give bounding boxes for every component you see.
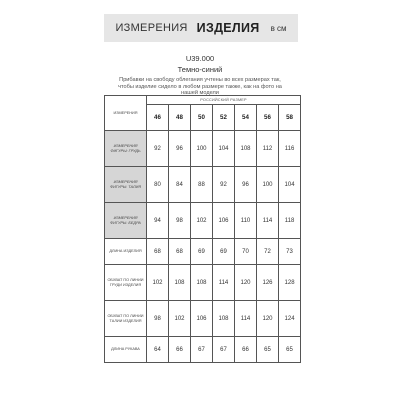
title-banner (104, 14, 298, 42)
table-cell: 66 (235, 337, 257, 363)
table-cell: 102 (169, 301, 191, 337)
table-cell: 108 (235, 131, 257, 167)
table-cell: 65 (257, 337, 279, 363)
size-header: 56 (257, 105, 279, 131)
table-cell: 102 (147, 265, 169, 301)
title-garment: ИЗДЕЛИЯ (196, 21, 260, 35)
table-row (105, 265, 301, 301)
table-row (105, 301, 301, 337)
russian-size-label: РОССИЙСКИЙ РАЗМЕР (147, 96, 301, 105)
table-cell: 114 (257, 203, 279, 239)
table-cell: 108 (191, 265, 213, 301)
table-cell: 128 (279, 265, 301, 301)
row-label: ДЛИНА РУКАВА (105, 337, 147, 363)
row-label: ИЗМЕРЕНИЯ ФИГУРЫ: ГРУДЬ (105, 131, 147, 167)
row-label: ДЛИНА ИЗДЕЛИЯ (105, 239, 147, 265)
table-cell: 108 (213, 301, 235, 337)
table-cell: 69 (213, 239, 235, 265)
table-cell: 114 (213, 265, 235, 301)
table-row (105, 167, 301, 203)
row-label: ОБХВАТ ПО ЛИНИИ ГРУДИ ИЗДЕЛИЯ (105, 265, 147, 301)
table-cell: 84 (169, 167, 191, 203)
size-table (104, 95, 301, 363)
table-cell: 98 (169, 203, 191, 239)
table-cell: 100 (257, 167, 279, 203)
table-cell: 94 (147, 203, 169, 239)
size-header: 54 (235, 105, 257, 131)
table-cell: 67 (191, 337, 213, 363)
table-cell: 104 (279, 167, 301, 203)
title-unit: в см (270, 23, 287, 33)
table-cell: 118 (279, 203, 301, 239)
table-cell: 64 (147, 337, 169, 363)
table-cell: 66 (169, 337, 191, 363)
table-cell: 98 (147, 301, 169, 337)
table-cell: 96 (169, 131, 191, 167)
row-label: ИЗМЕРЕНИЯ ФИГУРЫ: БЕДРА (105, 203, 147, 239)
table-row (105, 131, 301, 167)
table-cell: 116 (279, 131, 301, 167)
title-measurements: ИЗМЕРЕНИЯ (115, 22, 188, 34)
table-header-row (105, 96, 301, 105)
corner-label: ИЗМЕРЕНИЯ (105, 96, 147, 131)
fit-note: Прибавки на свободу облегания учтены во всех размерах так, чтобы изделие сидело в любом размере также, как на фото на нашей модели (118, 77, 282, 97)
size-header: 46 (147, 105, 169, 131)
row-label: ИЗМЕРЕНИЯ ФИГУРЫ: ТАЛИЯ (105, 167, 147, 203)
table-cell: 100 (191, 131, 213, 167)
table-cell: 68 (147, 239, 169, 265)
table-cell: 120 (235, 265, 257, 301)
table-cell: 120 (257, 301, 279, 337)
table-row (105, 337, 301, 363)
table-cell: 92 (213, 167, 235, 203)
table-cell: 102 (191, 203, 213, 239)
table-cell: 110 (235, 203, 257, 239)
table-cell: 92 (147, 131, 169, 167)
table-cell: 72 (257, 239, 279, 265)
table-row (105, 203, 301, 239)
table-cell: 126 (257, 265, 279, 301)
article-code: U39.000 (185, 54, 215, 63)
table-cell: 112 (257, 131, 279, 167)
size-header: 48 (169, 105, 191, 131)
table-cell: 88 (191, 167, 213, 203)
table-cell: 80 (147, 167, 169, 203)
table-cell: 108 (169, 265, 191, 301)
size-header: 50 (191, 105, 213, 131)
table-cell: 114 (235, 301, 257, 337)
table-cell: 106 (191, 301, 213, 337)
table-cell: 68 (169, 239, 191, 265)
table-row (105, 239, 301, 265)
table-cell: 124 (279, 301, 301, 337)
table-cell: 65 (279, 337, 301, 363)
row-label: ОБХВАТ ПО ЛИНИИ ТАЛИИ ИЗДЕЛИЯ (105, 301, 147, 337)
table-cell: 106 (213, 203, 235, 239)
color-name: Темно-синий (177, 65, 223, 74)
table-cell: 69 (191, 239, 213, 265)
table-cell: 70 (235, 239, 257, 265)
size-header: 58 (279, 105, 301, 131)
table-cell: 104 (213, 131, 235, 167)
table-cell: 96 (235, 167, 257, 203)
size-header: 52 (213, 105, 235, 131)
table-cell: 73 (279, 239, 301, 265)
table-cell: 67 (213, 337, 235, 363)
